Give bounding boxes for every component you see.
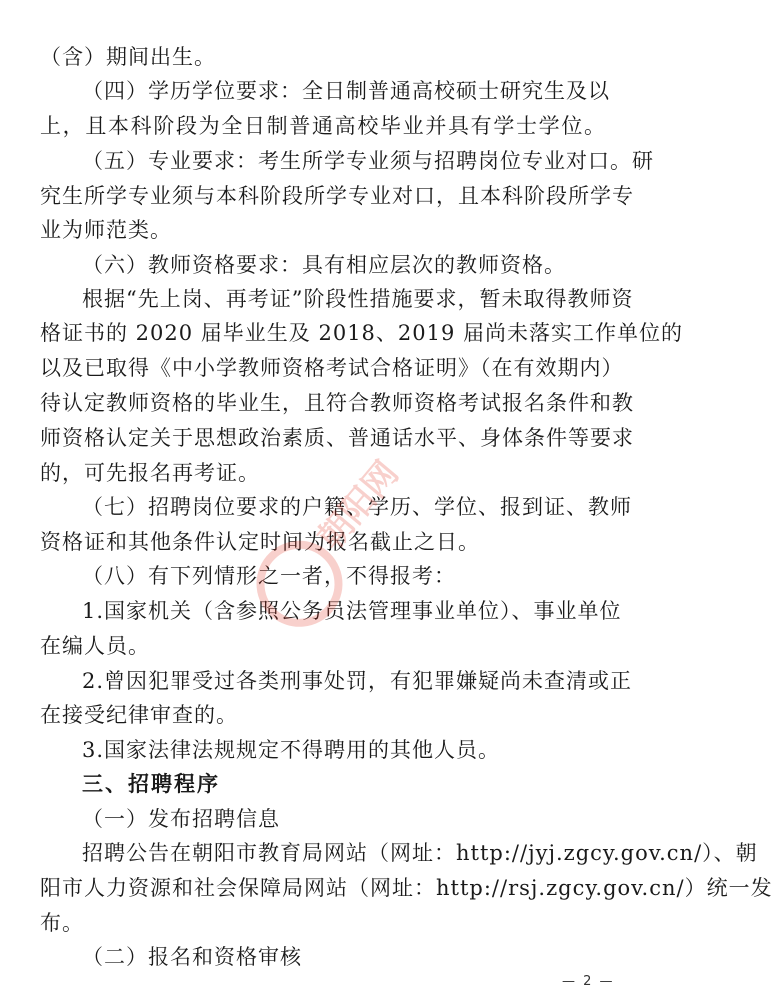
paragraph-line: （八）有下列情形之一者，不得报考：	[82, 564, 456, 588]
paragraph-line: 3.国家法律法规规定不得聘用的其他人员。	[82, 738, 501, 762]
paragraph-line: 上，且本科阶段为全日制普通高校毕业并具有学士学位。	[40, 114, 606, 138]
paragraph-line: 资格证和其他条件认定时间为报名截止之日。	[40, 530, 480, 554]
paragraph-line: 招聘公告在朝阳市教育局网站（网址：http://jyj.zgcy.gov.cn/）、朝	[82, 841, 758, 865]
paragraph-line: 2.曾因犯罪受过各类刑事处罚，有犯罪嫌疑尚未查清或正	[82, 669, 633, 693]
paragraph-line: 在接受纪律审查的。	[40, 703, 238, 727]
paragraph-line: 1.国家机关（含参照公务员法管理事业单位）、事业单位	[82, 599, 622, 623]
paragraph-line: 业为师范类。	[40, 218, 172, 242]
paragraph-line: 究生所学专业须与本科阶段所学专业对口，且本科阶段所学专	[40, 184, 634, 208]
paragraph-line: 以及已取得《中小学教师资格考试合格证明》（在有效期内）	[40, 356, 624, 380]
paragraph-line: （四）学历学位要求：全日制普通高校硕士研究生及以	[82, 79, 610, 103]
paragraph-line: 根据“先上岗、再考证”阶段性措施要求，暂未取得教师资	[82, 287, 634, 311]
paragraph-line: （含）期间出生。	[40, 45, 216, 69]
paragraph-line: （七）招聘岗位要求的户籍、学历、学位、报到证、教师	[82, 495, 632, 519]
paragraph-line: 布。	[40, 911, 84, 935]
paragraph-line: （六）教师资格要求：具有相应层次的教师资格。	[82, 253, 566, 277]
paragraph-line: 在编人员。	[40, 634, 150, 658]
subsection-heading: （一）发布招聘信息	[82, 807, 280, 831]
subsection-heading: （二）报名和资格审核	[82, 945, 302, 969]
paragraph-line: （五）专业要求：考生所学专业须与招聘岗位专业对口。研	[82, 149, 654, 173]
paragraph-line: 师资格认定关于思想政治素质、普通话水平、身体条件等要求	[40, 426, 634, 450]
watermark-text: 朝阳网	[310, 453, 407, 558]
paragraph-line: 的，可先报名再考证。	[40, 461, 260, 485]
paragraph-line: 阳市人力资源和社会保障局网站（网址：http://rsj.zgcy.gov.cn/）统一发	[40, 876, 773, 900]
page-number: — 2 —	[562, 974, 615, 989]
paragraph-line: 待认定教师资格的毕业生，且符合教师资格考试报名条件和教	[40, 391, 634, 415]
section-heading: 三、招聘程序	[82, 772, 220, 796]
paragraph-line: 格证书的 2020 届毕业生及 2018、2019 届尚未落实工作单位的	[40, 321, 684, 345]
